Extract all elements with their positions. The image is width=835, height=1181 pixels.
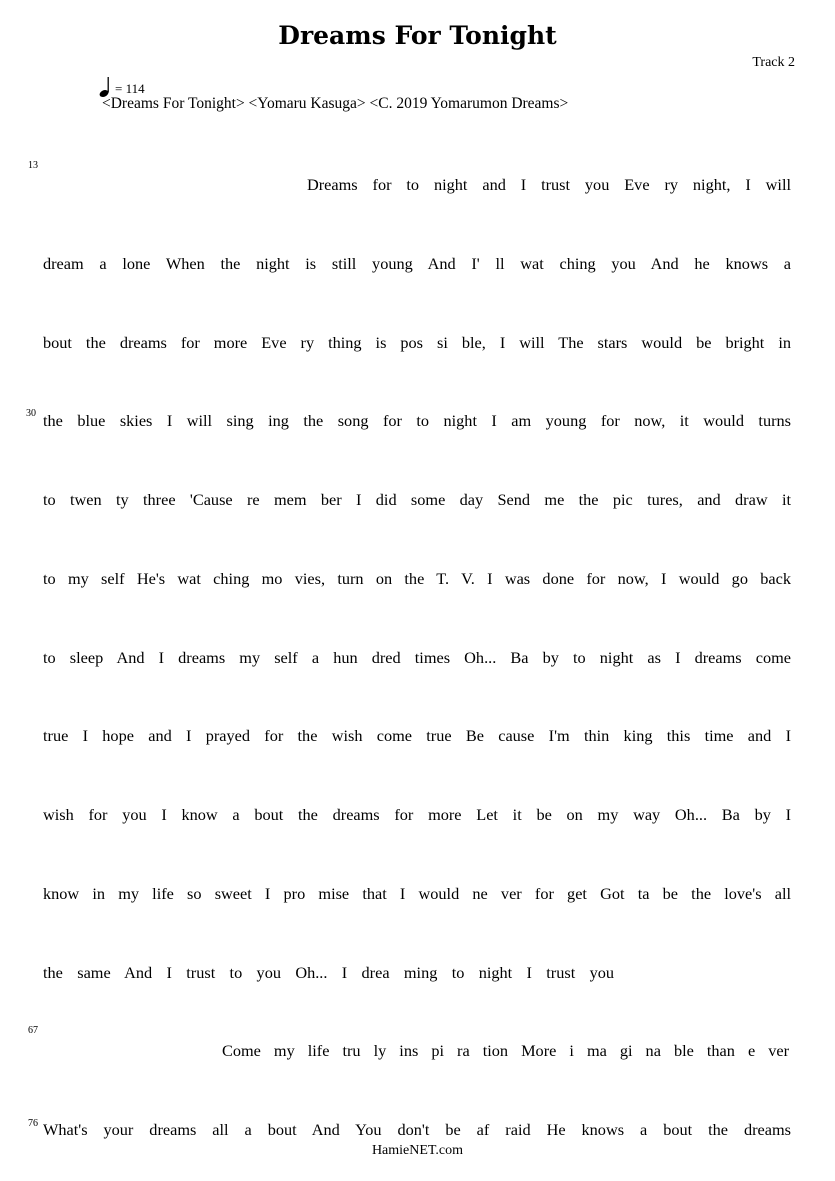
- lyric-line: What's your dreams all a bout And You don't be af raid He knows a bout the dreams: [43, 1120, 791, 1139]
- lyric-line: the blue skies I will sing ing the song for to night I am young for now, it would turns: [43, 411, 791, 430]
- lyric-line: Come my life tru ly ins pi ra tion More i ma gi na ble than e ver: [222, 1041, 789, 1060]
- lyric-line: to twen ty three 'Cause re mem ber I did some day Send me the pic tures, and draw it: [43, 490, 791, 509]
- site-footer: HamieNET.com: [371, 1143, 464, 1158]
- lyric-line: to sleep And I dreams my self a hun dred times Oh... Ba by to night as I dreams come: [43, 648, 791, 667]
- lyric-line: to my self He's wat ching mo vies, turn on the T. V. I was done for now, I would go back: [43, 569, 791, 588]
- song-credits: <Dreams For Tonight> <Yomaru Kasuga> <C. 2019 Yomarumon Dreams>: [102, 95, 569, 112]
- lyric-line: dream a lone When the night is still young And I' ll wat ching you And he knows a: [43, 254, 791, 273]
- lyric-line: the same And I trust to you Oh... I drea ming to night I trust you: [43, 963, 614, 982]
- lyric-line: Dreams for to night and I trust you Eve ry night, I will: [307, 175, 791, 194]
- tempo-value: = 114: [115, 81, 145, 96]
- measure-number: 67: [28, 1025, 38, 1036]
- measure-number: 30: [26, 408, 36, 419]
- lyric-line: know in my life so sweet I pro mise that I would ne ver for get Got ta be the love's all: [43, 884, 791, 903]
- measure-number: 76: [28, 1118, 38, 1129]
- lyric-line: wish for you I know a bout the dreams for more Let it be on my way Oh... Ba by I: [43, 805, 791, 824]
- lyric-line: true I hope and I prayed for the wish come true Be cause I'm thin king this time and I: [43, 726, 791, 745]
- lyric-line: bout the dreams for more Eve ry thing is pos si ble, I will The stars would be bright in: [43, 333, 791, 352]
- song-title: Dreams For Tonight: [278, 21, 557, 50]
- measure-number: 13: [28, 160, 38, 171]
- track-label: Track 2: [752, 55, 795, 70]
